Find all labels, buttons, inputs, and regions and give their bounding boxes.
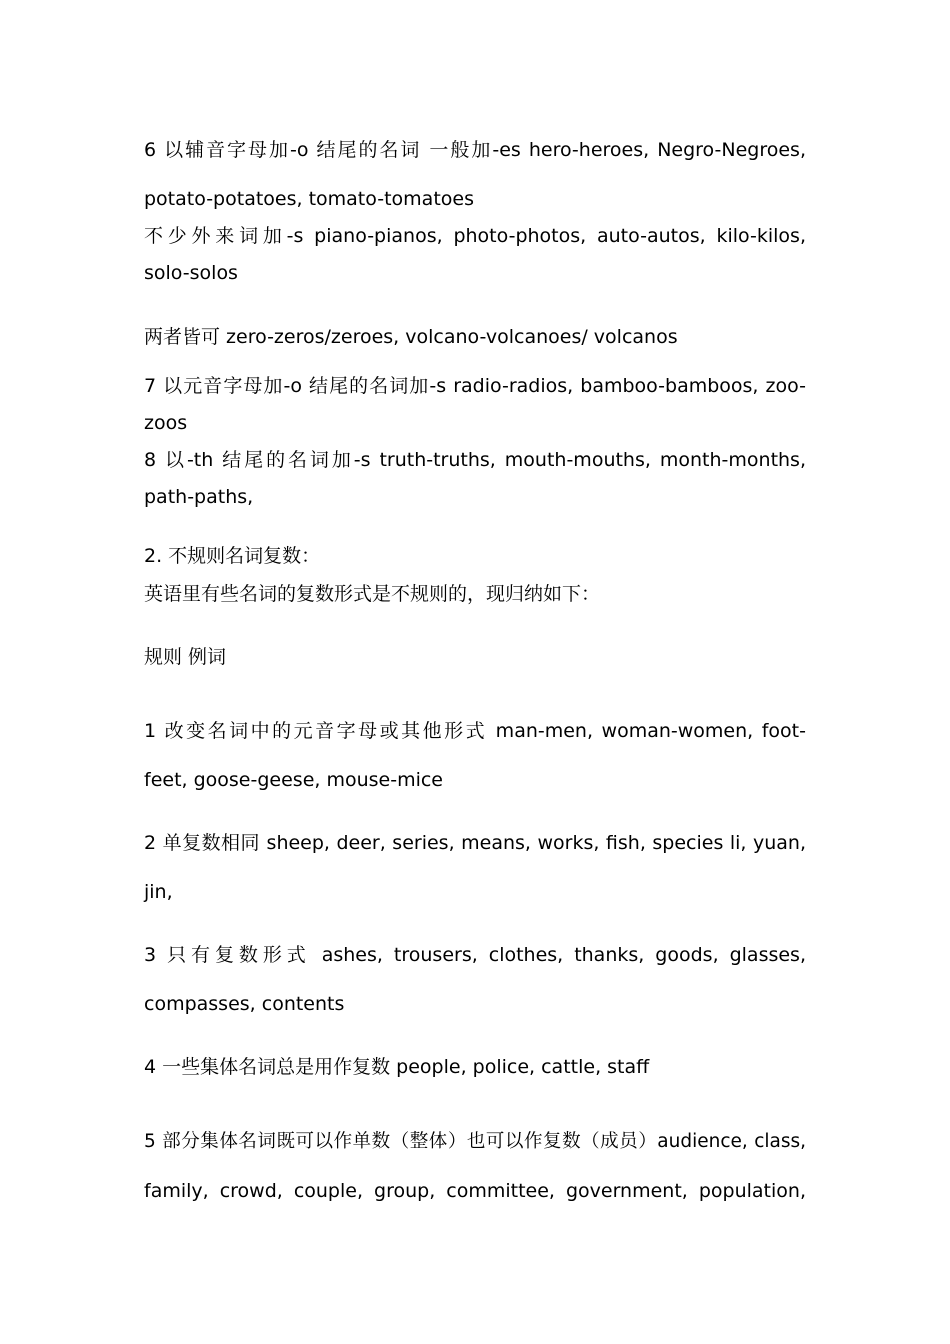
text-line: 5 部分集体名词既可以作单数（整体）也可以作复数（成员）audience, class, <box>144 1131 806 1152</box>
text-line: 7 以元音字母加-o 结尾的名词加-s radio-radios, bamboo-bamboos, zoo- <box>144 375 806 397</box>
table-header: 规则 例词 <box>144 646 227 668</box>
text-line: 英语里有些名词的复数形式是不规则的，现归纳如下： <box>144 583 601 605</box>
text-line: feet, goose-geese, mouse-mice <box>144 769 443 791</box>
text-line: 3 只有复数形式 ashes, trousers, clothes, thanks, goods, glasses, <box>144 944 806 966</box>
text-line: 6 以辅音字母加-o 结尾的名词 一般加-es hero-heroes, Negro-Negroes, <box>144 139 806 161</box>
text-line: zoos <box>144 412 188 434</box>
text-line: 1 改变名词中的元音字母或其他形式 man-men, woman-women, foot- <box>144 720 806 742</box>
text-line: jin, <box>144 881 173 903</box>
text-line: family, crowd, couple, group, committee, government, population, <box>144 1180 806 1202</box>
text-line: path-paths, <box>144 486 254 508</box>
text-line: solo-solos <box>144 262 238 284</box>
section-heading: 2. 不规则名词复数： <box>144 545 321 567</box>
text-line: 两者皆可 zero-zeros/zeroes, volcano-volcanoes/ volcanos <box>144 326 678 348</box>
text-line: 不少外来词加-s piano-pianos, photo-photos, auto-autos, kilo-kilos, <box>144 225 806 247</box>
text-line: 8 以-th 结尾的名词加-s truth-truths, mouth-mouths, month-months, <box>144 449 806 471</box>
text-line: potato-potatoes, tomato-tomatoes <box>144 188 474 210</box>
text-line: compasses, contents <box>144 993 345 1015</box>
text-line: 4 一些集体名词总是用作复数 people, police, cattle, staff <box>144 1056 650 1078</box>
text-line: 2 单复数相同 sheep, deer, series, means, works, fish, species li, yuan, <box>144 832 806 854</box>
